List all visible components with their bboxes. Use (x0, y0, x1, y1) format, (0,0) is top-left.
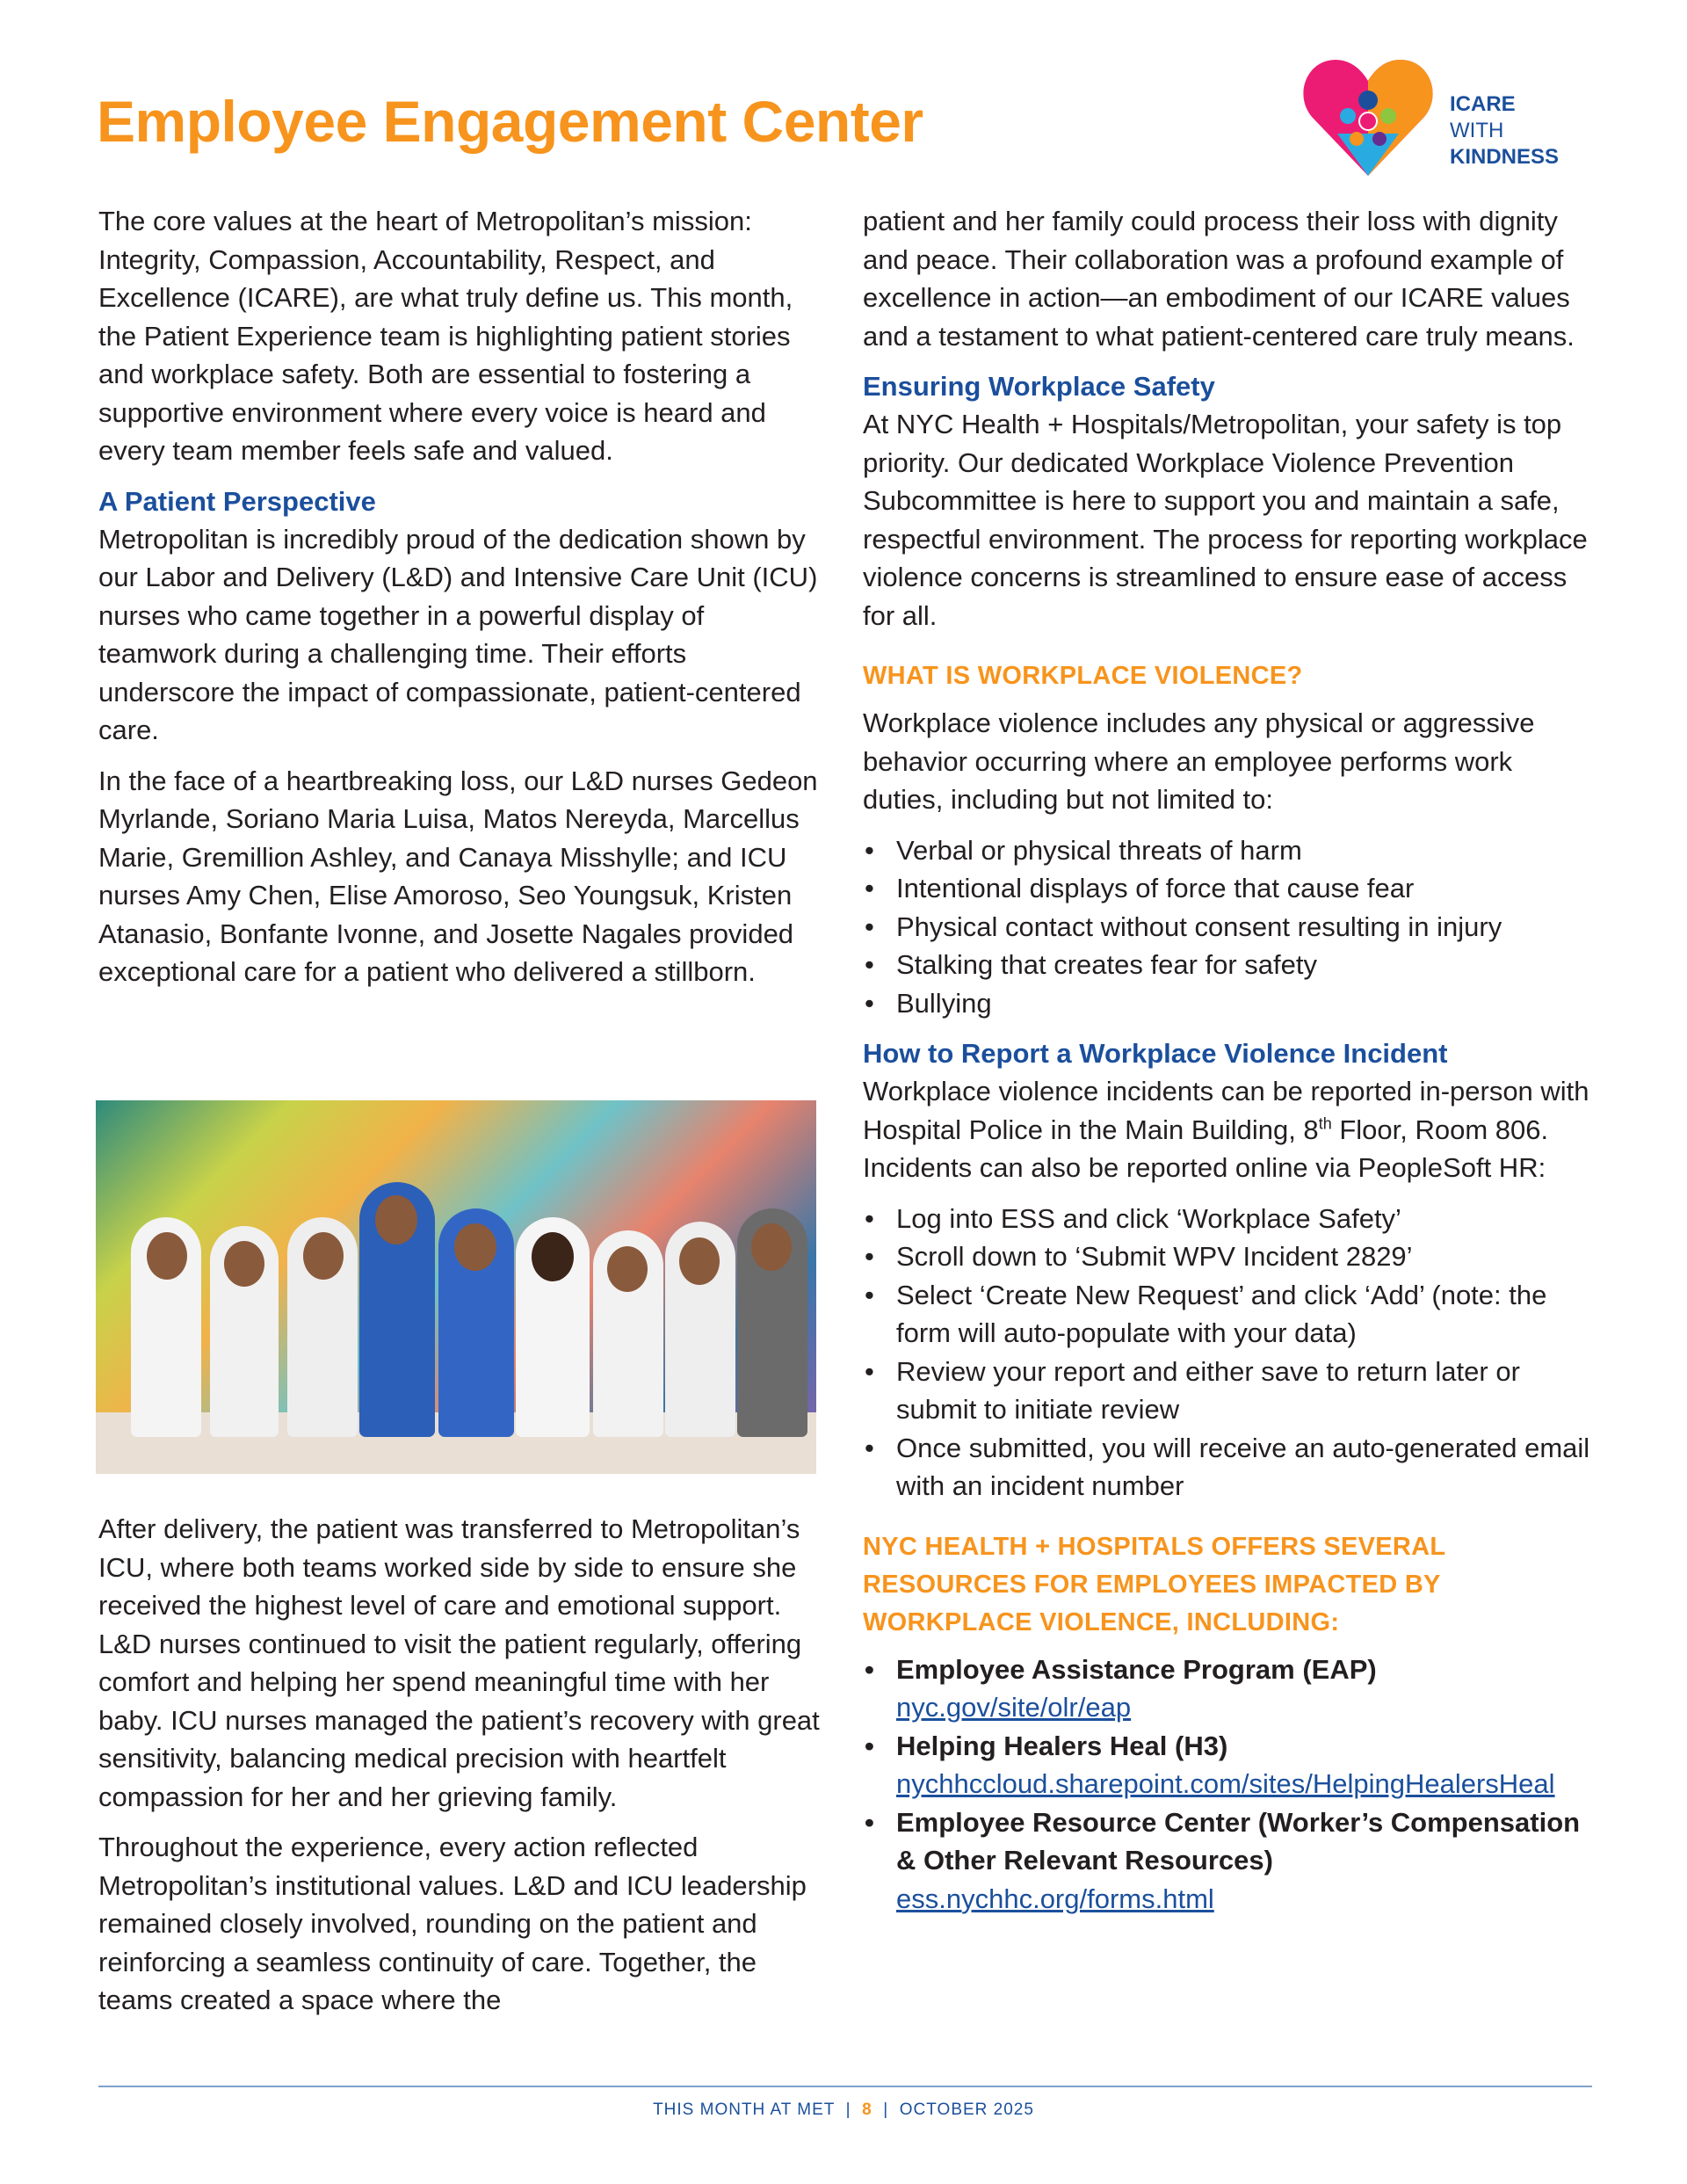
list-item: • Log into ESS and click ‘Workplace Safety’ (863, 1200, 1592, 1238)
list-item: • Select ‘Create New Request’ and click ‘Add’ (note: the form will auto-populate with your data) (863, 1276, 1592, 1353)
list-item: • Stalking that creates fear for safety (863, 946, 1592, 984)
photo-head (375, 1195, 417, 1244)
list-item: • Once submitted, you will receive an auto-generated email with an incident number (863, 1429, 1592, 1506)
left-column (98, 202, 828, 1004)
list-item: • Review your report and either save to return later or submit to initiate review (863, 1353, 1592, 1429)
footer-publication: THIS MONTH AT MET (653, 2101, 836, 2119)
resource-link-h3[interactable]: nychhccloud.sharepoint.com/sites/HelpingHealersHeal (896, 1768, 1555, 1799)
report-steps-list (863, 1200, 1592, 1506)
footer-divider (98, 2086, 1592, 2087)
heart-people-icon (1302, 54, 1434, 179)
resource-item (863, 1727, 1592, 1803)
report-text-a: Workplace violence incidents can be reported in-person with Hospital Police in the Main Building, 8 (863, 1076, 1589, 1145)
patient-paragraph-2: In the face of a heartbreaking loss, our L&D nurses Gedeon Myrlande, Soriano Maria Luisa, Matos Nereyda, Marcellus Marie, Gremillion Ashley, and Canaya Misshylle; and ICU nurses Amy Chen, Elise Amoroso, Seo Youngsuk, Kristen Atanasio, Bonfante Ivonne, and Josette Nagales provided exceptional care for a patient who delivered a stillborn. (98, 765, 818, 987)
photo-head (607, 1246, 648, 1292)
patient-paragraph-3: After delivery, the patient was transferred to Metropolitan’s ICU, where both teams worked side by side to ensure she received the highest level of care and emotional support. L&D nurses continued to visit the patient regularly, offering comfort and helping her spend meaningful time with her baby. ICU nurses managed the patient’s recovery with great sensitivity, balancing medical precision with heartfelt compassion for her and her grieving family. (98, 1513, 820, 1812)
logo-line-icare: ICARE (1450, 92, 1516, 116)
left-column-lower (98, 1510, 828, 2032)
logo-line-kindness: KINDNESS (1450, 145, 1560, 169)
resource-label: Employee Resource Center (Worker’s Compensation & Other Relevant Resources) (896, 1806, 1581, 1876)
resource-label: Employee Assistance Program (EAP) (896, 1653, 1377, 1685)
photo-head (147, 1232, 187, 1280)
patient-paragraph-1: Metropolitan is incredibly proud of the dedication shown by our Labor and Delivery (L&D) and Intensive Care Unit (ICU) nurses who came together in a powerful display of teamwork during a challenging time. Their efforts underscore the impact of compassionate, patient-centered care. (98, 523, 818, 745)
resources-heading: NYC HEALTH + HOSPITALS OFFERS SEVERAL RESOURCES FOR EMPLOYEES IMPACTED BY WORKPLACE VIOLENCE, INCLUDING: (863, 1532, 1445, 1636)
photo-head (224, 1241, 264, 1287)
list-item: • Bullying (863, 984, 1592, 1023)
workplace-safety-paragraph: At NYC Health + Hospitals/Metropolitan, your safety is top priority. Our dedicated Workplace Violence Prevention Subcommittee is here to support you and maintain a safe, respectful environment. The process for reporting workplace violence concerns is streamlined to ensure ease of access for all. (863, 409, 1588, 631)
resource-item (863, 1803, 1592, 1919)
resource-link-eap[interactable]: nyc.gov/site/olr/eap (896, 1692, 1132, 1723)
resource-item (863, 1651, 1592, 1727)
report-incident-paragraph (863, 1072, 1592, 1187)
resource-link-erc[interactable]: ess.nychhc.org/forms.html (896, 1883, 1214, 1914)
resources-list (863, 1651, 1592, 1919)
page-title: Employee Engagement Center (97, 89, 923, 154)
report-text-b: Floor, Room 806. Incidents can also be reported online via PeopleSoft HR: (863, 1114, 1549, 1183)
list-item: • Verbal or physical threats of harm (863, 831, 1592, 870)
workplace-violence-paragraph: Workplace violence includes any physical or aggressive behavior occurring where an employee performs work duties, including but not limited to: (863, 707, 1535, 815)
right-column (863, 202, 1592, 1930)
photo-head (532, 1232, 574, 1281)
icare-logo (1302, 54, 1592, 179)
resource-label: Helping Healers Heal (H3) (896, 1730, 1228, 1761)
photo-head (454, 1223, 496, 1271)
list-item: • Intentional displays of force that cause fear (863, 869, 1592, 908)
patient-perspective-heading: A Patient Perspective (98, 485, 376, 517)
patient-paragraph-continued: patient and her family could process their loss with dignity and peace. Their collaboration was a profound example of excellence in action—an embodiment of our ICARE values and a testament to what patient-centered care truly means. (863, 206, 1575, 352)
photo-head (751, 1223, 792, 1271)
nurses-team-photo (96, 1100, 816, 1474)
list-item: • Physical contact without consent resulting in injury (863, 908, 1592, 947)
photo-head (679, 1237, 720, 1285)
workplace-violence-heading: WHAT IS WORKPLACE VIOLENCE? (863, 662, 1303, 690)
photo-head (303, 1232, 344, 1280)
footer-date: OCTOBER 2025 (899, 2101, 1034, 2119)
ordinal-suffix: th (1318, 1114, 1332, 1133)
patient-paragraph-4: Throughout the experience, every action reflected Metropolitan’s institutional values. L&D and ICU leadership remained closely involved, rounding on the patient and reinforcing a seamless continuity of care. Together, the teams created a space where the (98, 1832, 807, 2015)
workplace-violence-list (863, 831, 1592, 1023)
workplace-safety-heading: Ensuring Workplace Safety (863, 371, 1215, 402)
page-number: 8 (862, 2101, 872, 2119)
page-footer: THIS MONTH AT MET | 8 | OCTOBER 2025 (653, 2101, 1034, 2119)
list-item: • Scroll down to ‘Submit WPV Incident 2829’ (863, 1237, 1592, 1276)
logo-line-with: WITH (1450, 119, 1504, 142)
report-incident-heading: How to Report a Workplace Violence Incident (863, 1038, 1448, 1069)
intro-paragraph: The core values at the heart of Metropolitan’s mission: Integrity, Compassion, Accountability, Respect, and Excellence (ICARE), are what truly define us. This month, the Patient Experience team is highlighting patient stories and workplace safety. Both are essential to fostering a supportive environment where every voice is heard and every team member feels safe and valued. (98, 206, 793, 466)
